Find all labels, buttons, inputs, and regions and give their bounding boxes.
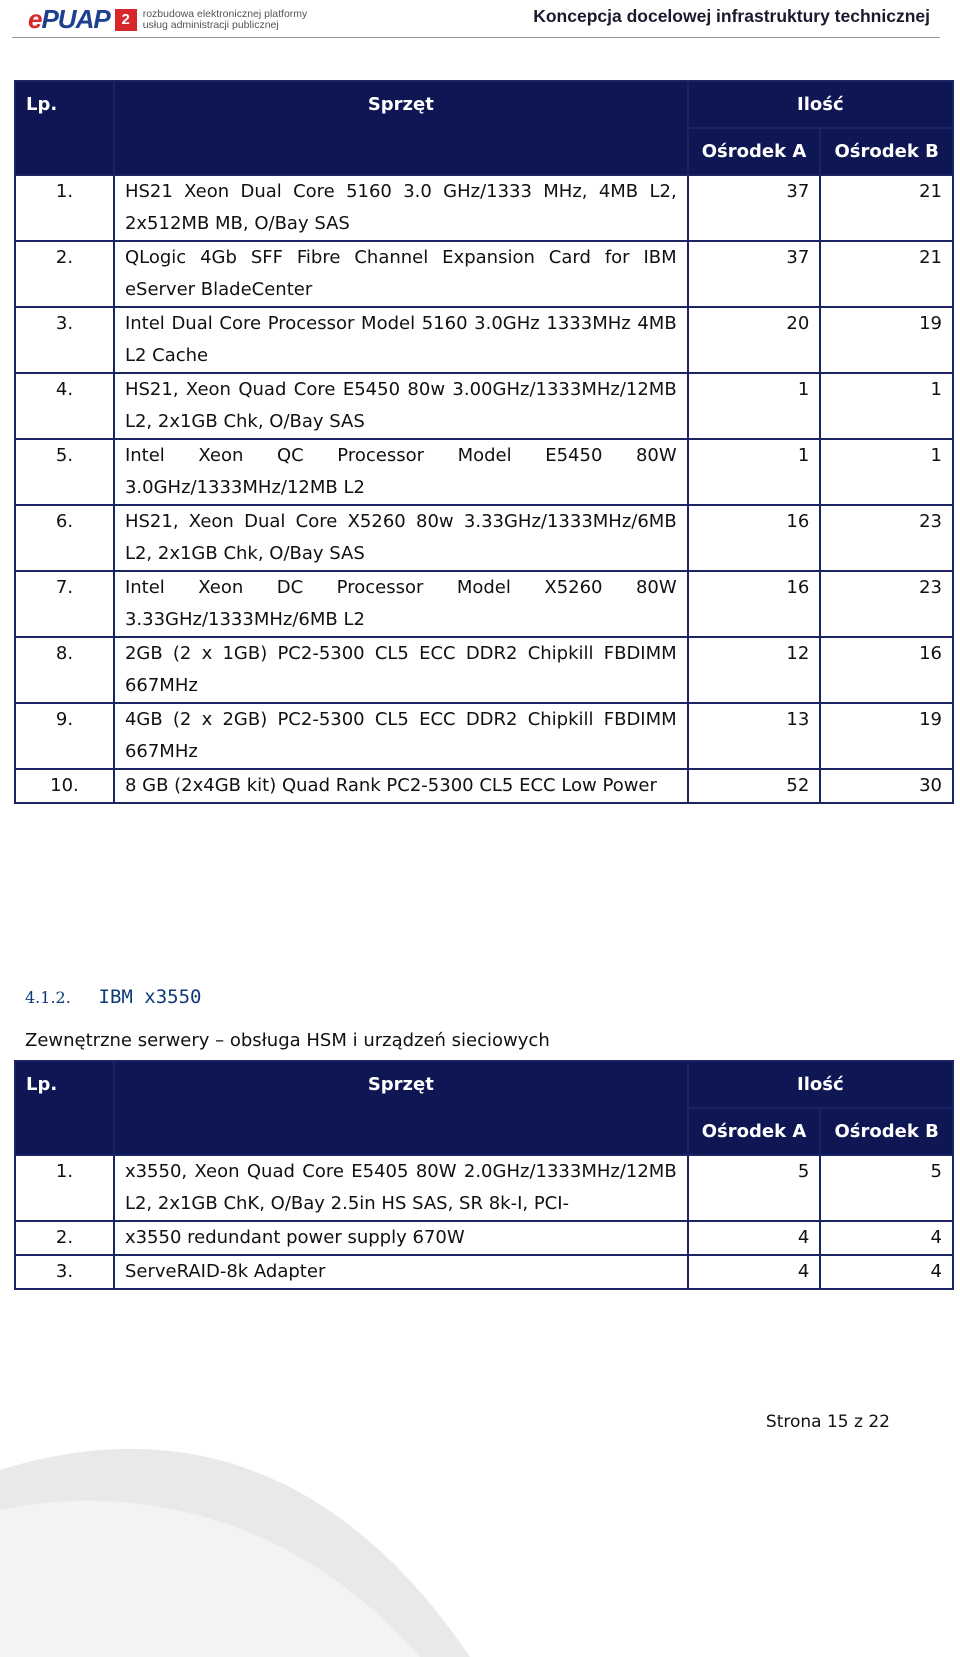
row-number: 8. [15, 637, 114, 703]
table-row [15, 571, 953, 637]
row-number: 7. [15, 571, 114, 637]
row-number: 3. [15, 1255, 114, 1289]
row-qty-site-a: 37 [688, 241, 821, 307]
row-qty-site-b: 5 [820, 1155, 953, 1221]
table-row [15, 241, 953, 307]
row-number: 9. [15, 703, 114, 769]
row-qty-site-a: 16 [688, 505, 821, 571]
row-qty-site-b: 19 [820, 307, 953, 373]
column-quantity: Ilość [688, 1061, 953, 1108]
table-row [15, 505, 953, 571]
table-row [15, 1155, 953, 1221]
row-qty-site-b: 4 [820, 1221, 953, 1255]
row-qty-site-a: 5 [688, 1155, 821, 1221]
column-site-a: Ośrodek A [688, 1108, 821, 1155]
row-description: HS21, Xeon Dual Core X5260 80w 3.33GHz/1333MHz/6MB L2, 2x1GB Chk, O/Bay SAS [114, 505, 688, 571]
section-heading [25, 986, 201, 1008]
row-description: ServeRAID-8k Adapter [114, 1255, 688, 1289]
row-qty-site-a: 20 [688, 307, 821, 373]
row-number: 2. [15, 1221, 114, 1255]
row-qty-site-a: 1 [688, 439, 821, 505]
column-quantity: Ilość [688, 81, 953, 128]
row-qty-site-b: 23 [820, 571, 953, 637]
row-description: QLogic 4Gb SFF Fibre Channel Expansion Card for IBM eServer BladeCenter [114, 241, 688, 307]
row-qty-site-b: 21 [820, 175, 953, 241]
table-row [15, 1255, 953, 1289]
row-description: 2GB (2 x 1GB) PC2-5300 CL5 ECC DDR2 Chipkill FBDIMM 667MHz [114, 637, 688, 703]
row-qty-site-b: 19 [820, 703, 953, 769]
row-qty-site-b: 30 [820, 769, 953, 803]
table-row [15, 439, 953, 505]
row-number: 5. [15, 439, 114, 505]
epuap-logo [28, 4, 307, 35]
column-lp: Lp. [15, 1061, 114, 1155]
row-description: Intel Xeon QC Processor Model E5450 80W 3.0GHz/1333MHz/12MB L2 [114, 439, 688, 505]
column-site-b: Ośrodek B [820, 128, 953, 175]
page-header [12, 0, 940, 38]
table-row [15, 637, 953, 703]
logo-tagline-line1: rozbudowa elektronicznej platformy [142, 7, 308, 20]
table-row [15, 373, 953, 439]
logo-wordmark: ePUAP [28, 4, 110, 34]
row-number: 3. [15, 307, 114, 373]
row-number: 1. [15, 175, 114, 241]
row-qty-site-a: 4 [688, 1221, 821, 1255]
row-number: 2. [15, 241, 114, 307]
row-qty-site-b: 1 [820, 439, 953, 505]
row-description: x3550 redundant power supply 670W [114, 1221, 688, 1255]
row-qty-site-b: 23 [820, 505, 953, 571]
row-qty-site-b: 16 [820, 637, 953, 703]
column-equipment: Sprzęt [114, 1061, 688, 1155]
logo-badge: 2 [115, 9, 137, 31]
row-description: HS21 Xeon Dual Core 5160 3.0 GHz/1333 MHz, 4MB L2, 2x512MB MB, O/Bay SAS [114, 175, 688, 241]
footer-swoosh-graphic [0, 1430, 960, 1657]
row-qty-site-a: 1 [688, 373, 821, 439]
section-title: IBM x3550 [98, 986, 202, 1008]
table-row [15, 175, 953, 241]
table-row [15, 703, 953, 769]
column-lp: Lp. [15, 81, 114, 175]
row-qty-site-a: 16 [688, 571, 821, 637]
row-qty-site-a: 12 [688, 637, 821, 703]
row-qty-site-a: 52 [688, 769, 821, 803]
row-description: Intel Dual Core Processor Model 5160 3.0GHz 1333MHz 4MB L2 Cache [114, 307, 688, 373]
column-site-b: Ośrodek B [820, 1108, 953, 1155]
page-number: Strona 15 z 22 [765, 1412, 890, 1432]
row-qty-site-a: 4 [688, 1255, 821, 1289]
section-subtitle: Zewnętrzne serwery – obsługa HSM i urządzeń sieciowych [25, 1030, 550, 1051]
row-qty-site-a: 13 [688, 703, 821, 769]
hardware-table-x3550 [14, 1060, 954, 1290]
logo-tagline-line2: usług administracji publicznej [142, 18, 279, 31]
logo-tagline [143, 9, 308, 31]
row-qty-site-a: 37 [688, 175, 821, 241]
row-number: 4. [15, 373, 114, 439]
hardware-table-blade [14, 80, 954, 804]
table-row [15, 307, 953, 373]
document-title: Koncepcja docelowej infrastruktury technicznej [533, 6, 930, 26]
row-description: HS21, Xeon Quad Core E5450 80w 3.00GHz/1333MHz/12MB L2, 2x1GB Chk, O/Bay SAS [114, 373, 688, 439]
row-description: 8 GB (2x4GB kit) Quad Rank PC2-5300 CL5 ECC Low Power [114, 769, 688, 803]
row-description: 4GB (2 x 2GB) PC2-5300 CL5 ECC DDR2 Chipkill FBDIMM 667MHz [114, 703, 688, 769]
row-number: 6. [15, 505, 114, 571]
column-equipment: Sprzęt [114, 81, 688, 175]
column-site-a: Ośrodek A [688, 128, 821, 175]
section-number: 4.1.2. [25, 988, 71, 1007]
row-description: Intel Xeon DC Processor Model X5260 80W 3.33GHz/1333MHz/6MB L2 [114, 571, 688, 637]
row-qty-site-b: 1 [820, 373, 953, 439]
row-number: 1. [15, 1155, 114, 1221]
row-number: 10. [15, 769, 114, 803]
table-row [15, 1221, 953, 1255]
row-description: x3550, Xeon Quad Core E5405 80W 2.0GHz/1333MHz/12MB L2, 2x1GB ChK, O/Bay 2.5in HS SAS, SR 8k-I, PCI- [114, 1155, 688, 1221]
table-row [15, 769, 953, 803]
row-qty-site-b: 21 [820, 241, 953, 307]
row-qty-site-b: 4 [820, 1255, 953, 1289]
